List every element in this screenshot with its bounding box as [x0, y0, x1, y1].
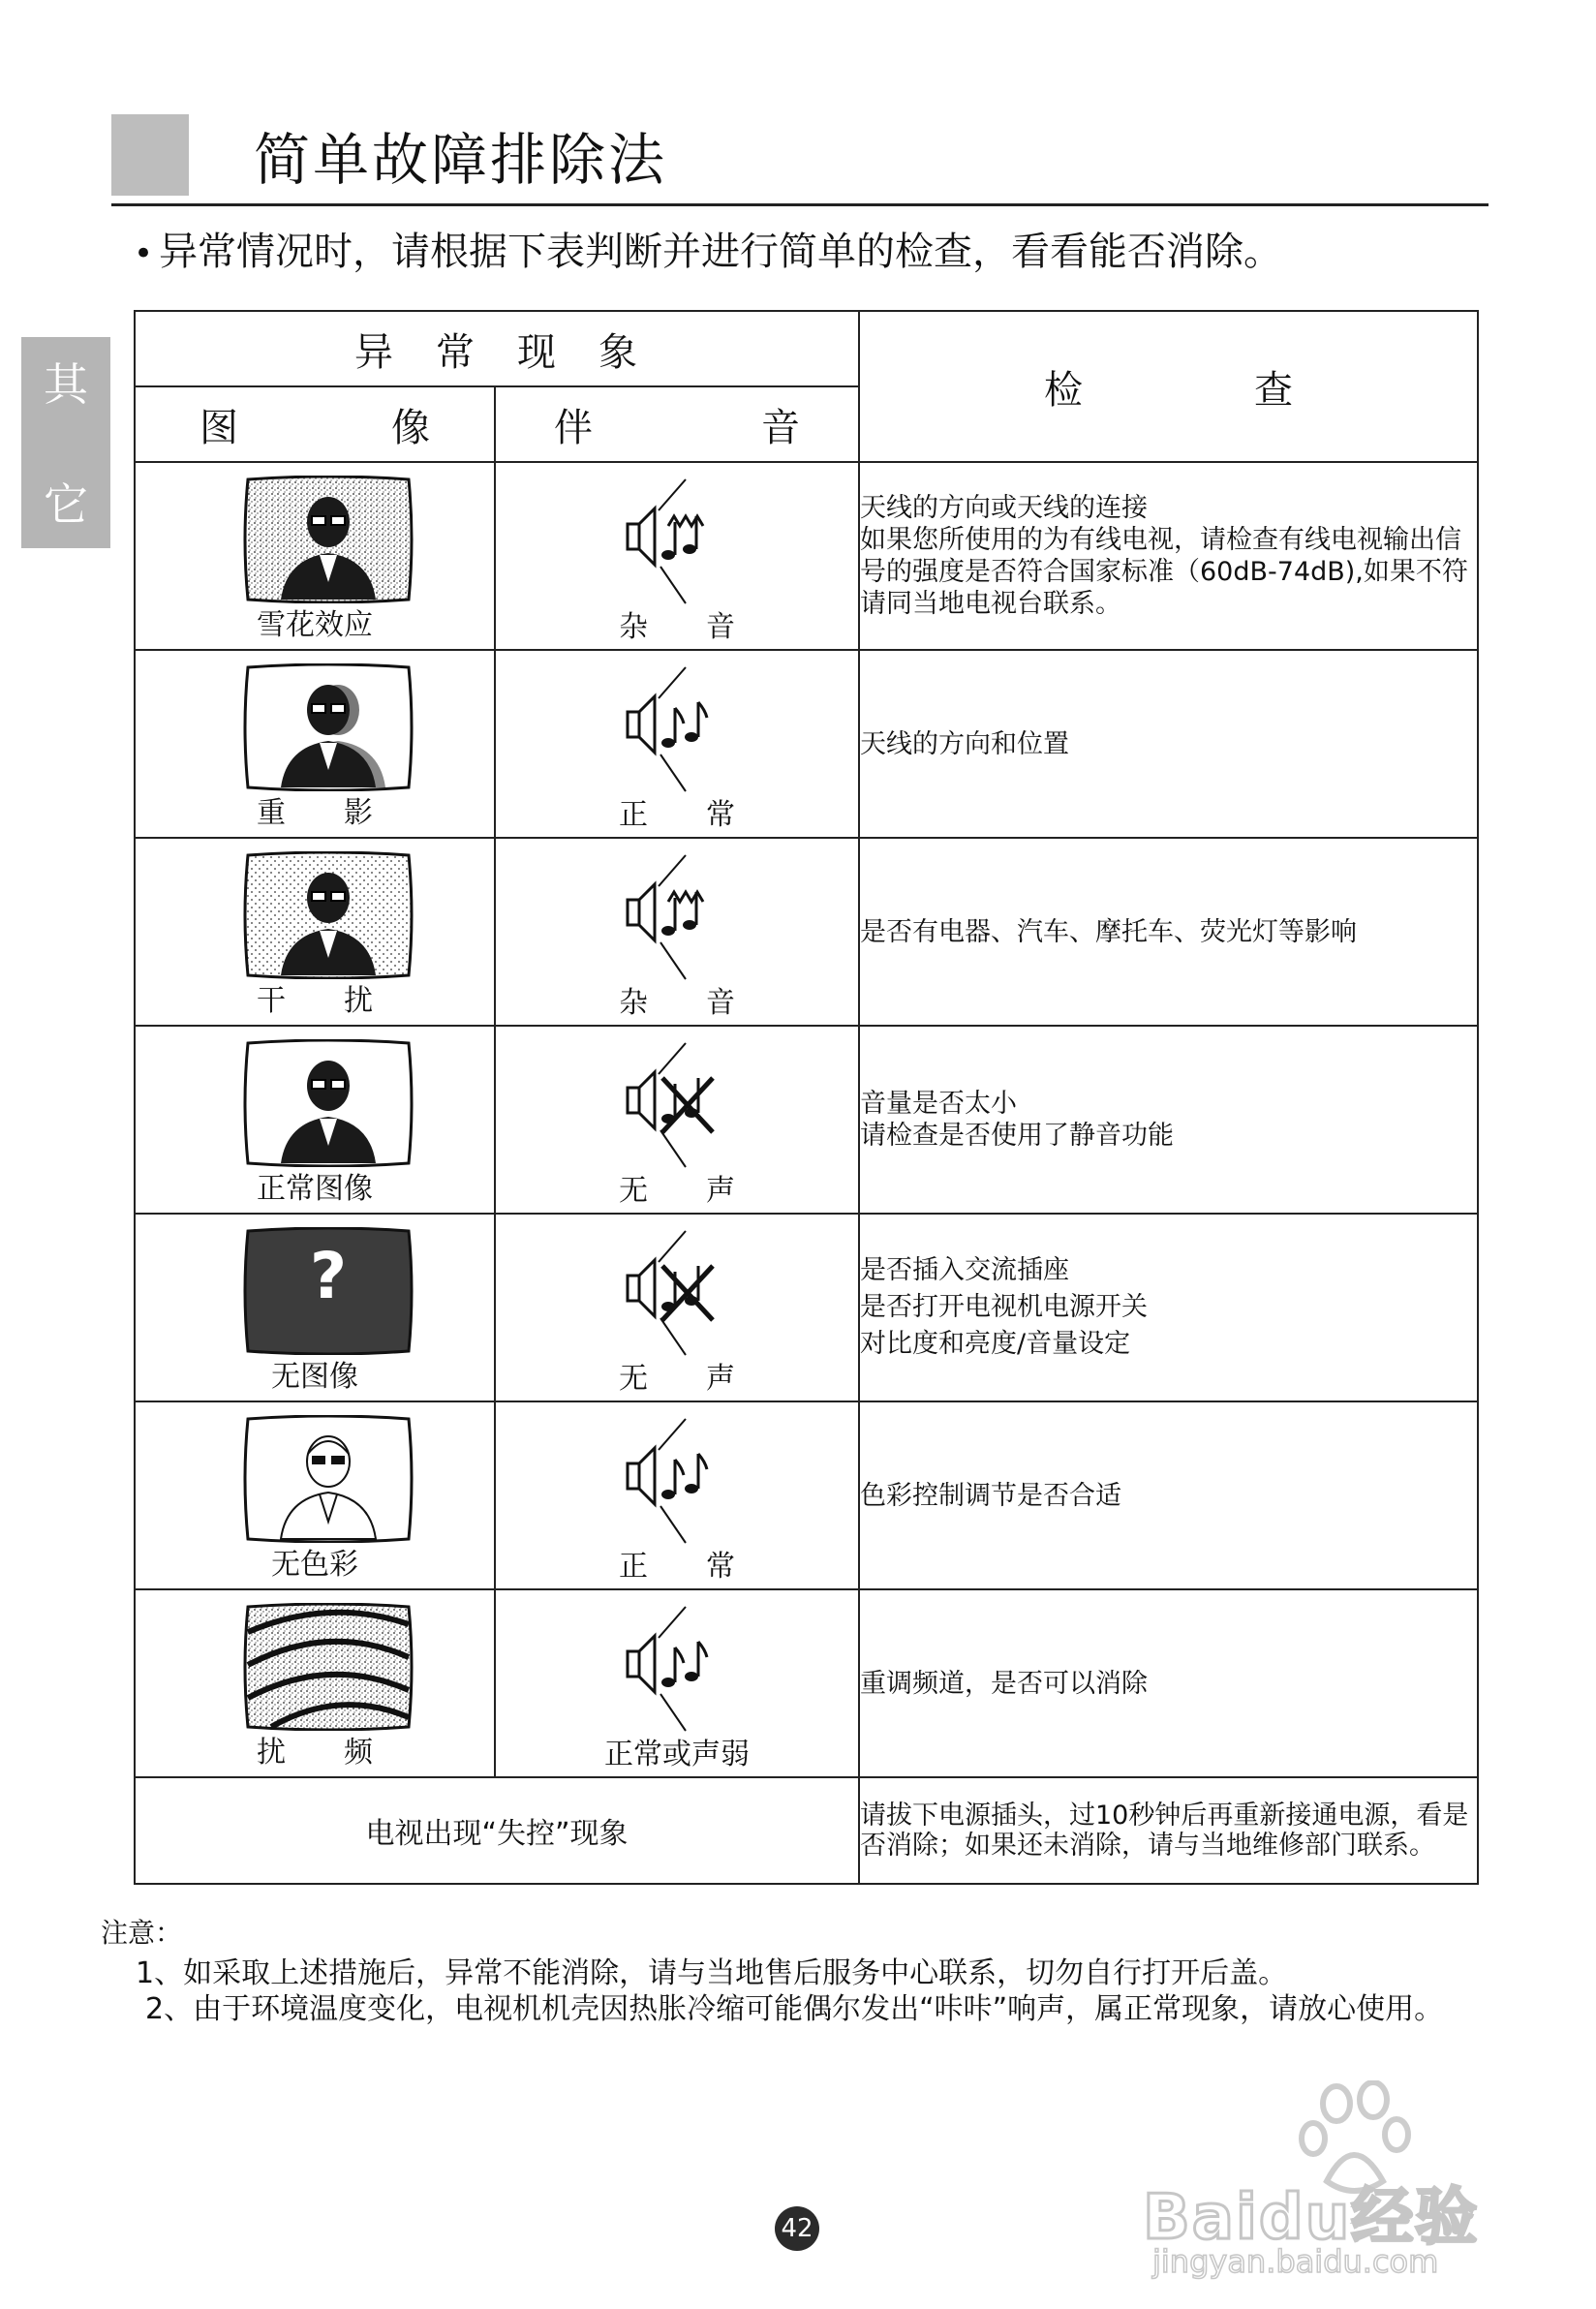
watermark-url: jingyan.baidu.com	[1152, 2243, 1439, 2280]
out-of-control-label: 电视出现“失控”现象	[135, 1777, 859, 1884]
tv-normal-icon	[242, 1039, 414, 1167]
table-row	[135, 1214, 1478, 1401]
speaker-normal-icon	[622, 660, 738, 805]
table-row	[135, 1401, 1478, 1589]
speaker-noise-icon	[622, 472, 738, 617]
check-line: 天线的方向和位置	[860, 728, 1069, 759]
bullet: •	[134, 234, 154, 273]
sound-label: 正 常	[619, 798, 735, 832]
header-image	[135, 386, 495, 462]
note-2: 2、由于环境温度变化，电视机机壳因热胀冷缩可能偶尔发出“咔咔”响声，属正常现象，请放心使用。	[145, 1992, 1444, 2026]
page-title: 简单故障排除法	[254, 127, 668, 193]
check-line: 是否有电器、汽车、摩托车、荧光灯等影响	[860, 916, 1357, 947]
table-row	[135, 838, 1478, 1026]
header-abnormal: 异 常 现 象	[135, 311, 859, 386]
troubleshooting-table	[134, 310, 1479, 1885]
speaker-noise-icon	[622, 847, 738, 993]
tv-snow-icon	[242, 476, 414, 603]
sound-label: 杂 音	[619, 610, 735, 644]
tv-scramble-icon	[242, 1603, 414, 1731]
side-tab-char-2: 它	[44, 478, 88, 531]
note-1: 1、如采取上述措施后，异常不能消除，请与当地售后服务中心联系，切勿自行打开后盖。	[136, 1956, 1288, 1990]
baidu-watermark	[1143, 2080, 1511, 2284]
image-label: 无图像	[271, 1360, 358, 1394]
tv-no-color-icon	[242, 1415, 414, 1543]
check-line: 音量是否太小	[860, 1089, 1017, 1119]
sound-label: 无 声	[619, 1362, 735, 1396]
speaker-muted-icon	[622, 1035, 738, 1181]
tv-ghost-icon	[242, 663, 414, 791]
check-line: 色彩控制调节是否合适	[860, 1480, 1121, 1511]
image-label: 扰 频	[257, 1736, 373, 1770]
speaker-muted-icon	[622, 1223, 738, 1369]
sound-label: 杂 音	[619, 986, 735, 1020]
table-row-last	[135, 1777, 1478, 1884]
check-line: 重调频道，是否可以消除	[860, 1668, 1148, 1699]
sound-label: 正常或声弱	[604, 1738, 750, 1771]
header-image-b: 像	[391, 405, 430, 450]
header-image-a: 图	[200, 405, 238, 450]
image-label: 无色彩	[271, 1548, 358, 1582]
header-sound-a: 伴	[554, 405, 593, 450]
out-of-control-check: 请拔下电源插头，过10秒钟后再重新接通电源，看是否消除；如果还未消除，请与当地维修部门联系。	[859, 1777, 1478, 1884]
check-line: 请检查是否使用了静音功能	[860, 1121, 1174, 1151]
table-row	[135, 462, 1478, 650]
check-line: 对比度和亮度/音量设定	[860, 1329, 1131, 1359]
image-label: 正常图像	[257, 1172, 373, 1206]
header-check-a: 检	[1044, 367, 1083, 413]
table-row	[135, 1589, 1478, 1777]
image-label: 重 影	[257, 796, 373, 830]
notes-title: 注意：	[101, 1917, 183, 1949]
side-tab-char-1: 其	[44, 358, 88, 411]
check-line: 天线的方向或天线的连接	[860, 493, 1148, 523]
check-line: 如果您所使用的为有线电视，请检查有线电视输出信号的强度是否符合国家标准（60dB-74dB),如果不符请同当地电视台联系。	[860, 525, 1468, 619]
image-label: 干 扰	[257, 984, 373, 1018]
header-rule	[111, 203, 1489, 206]
check-line: 是否打开电视机电源开关	[860, 1292, 1148, 1322]
intro-sentence: 异常情况时，请根据下表判断并进行简单的检查，看看能否消除。	[159, 230, 1283, 274]
watermark-brand: Baidu经验	[1143, 2182, 1480, 2254]
check-line: 是否插入交流插座	[860, 1255, 1069, 1285]
image-label: 雪花效应	[257, 608, 373, 642]
table-row	[135, 1026, 1478, 1214]
sound-label: 无 声	[619, 1174, 735, 1208]
header-check-b: 查	[1254, 367, 1293, 413]
header-check	[859, 311, 1478, 462]
question-mark-icon: ?	[309, 1239, 348, 1313]
tv-interference-icon	[242, 851, 414, 979]
page-number: 42	[775, 2206, 819, 2251]
speaker-normal-icon	[622, 1599, 738, 1744]
header-sound-b: 音	[761, 405, 800, 450]
table-row	[135, 650, 1478, 838]
header-marker	[111, 114, 189, 196]
side-section-tab	[21, 337, 110, 548]
speaker-normal-icon	[622, 1411, 738, 1556]
intro-text	[134, 230, 1283, 274]
header-sound	[495, 386, 859, 462]
sound-label: 正 常	[619, 1550, 735, 1584]
